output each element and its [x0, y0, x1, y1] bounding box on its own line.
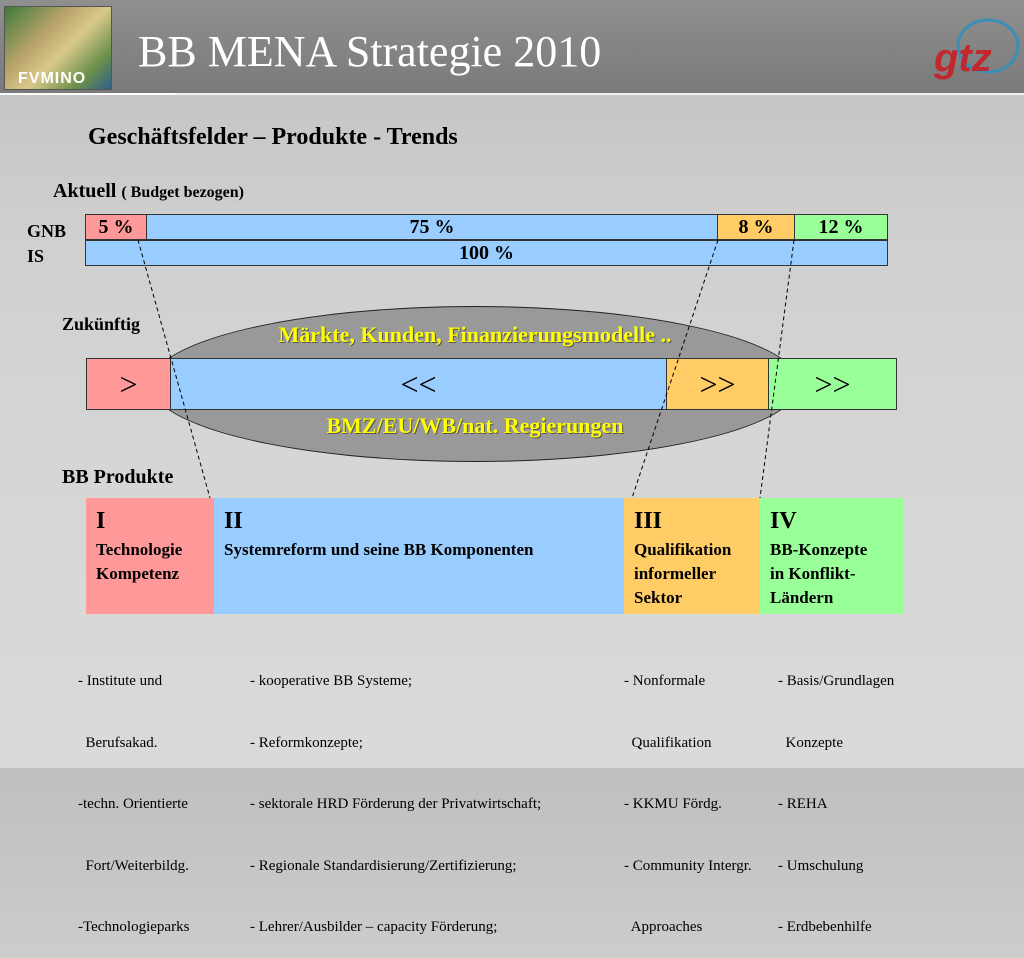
- product-line: Systemreform und seine BB Komponenten: [224, 540, 534, 559]
- gtz-logo-text: gtz: [934, 36, 992, 80]
- list-item: Approaches: [624, 919, 703, 935]
- list-item: -Technologieparks: [78, 919, 190, 935]
- detail-list-3: [624, 630, 752, 958]
- product-box-4: [760, 498, 904, 614]
- list-item: - Umschulung: [778, 857, 864, 874]
- ellipse-bottom-text: BMZ/EU/WB/nat. Regierungen: [326, 413, 624, 438]
- list-item: Qualifikation: [624, 734, 712, 751]
- trend-cell-3: >>: [666, 358, 769, 410]
- list-item: Fort/Weiterbildg.: [78, 857, 189, 874]
- product-line: Technologie: [96, 540, 183, 559]
- row-label-gnb: GNB: [27, 221, 67, 241]
- detail-list-4: [778, 630, 894, 958]
- page-title: BB MENA Strategie 2010: [138, 27, 602, 76]
- aktuell-label: Aktuell: [53, 180, 117, 202]
- list-item: - Institute und: [78, 673, 163, 689]
- product-line: BB-Konzepte: [770, 540, 868, 559]
- list-item: - kooperative BB Systeme;: [250, 673, 413, 689]
- list-item: - Reformkonzepte;: [250, 734, 363, 751]
- product-box-1: [86, 498, 214, 614]
- detail-list-1: [78, 630, 189, 958]
- list-item: - Community Intergr.: [624, 857, 752, 874]
- product-line: Ländern: [770, 588, 834, 607]
- product-number: IV: [770, 508, 797, 534]
- list-item: - REHA: [778, 796, 828, 812]
- product-line: Kompetenz: [96, 564, 180, 583]
- list-item: - Basis/Grundlagen: [778, 673, 895, 689]
- gnb-segment-2: 75 %: [146, 214, 718, 240]
- aktuell-note: ( Budget bezogen): [121, 184, 244, 201]
- zukunftig-label: Zukünftig: [62, 314, 141, 334]
- row-label-is: IS: [27, 246, 45, 266]
- product-box-2: [214, 498, 624, 614]
- product-number: II: [224, 508, 243, 534]
- list-item: - Lehrer/Ausbilder – capacity Förderung;: [250, 919, 498, 935]
- list-item: Konzepte: [778, 734, 843, 751]
- trend-cell-1: >: [86, 358, 171, 410]
- list-item: - Regionale Standardisierung/Zertifizierung;: [250, 857, 517, 874]
- bb-produkte-label: BB Produkte: [62, 466, 174, 488]
- product-number: III: [634, 508, 663, 534]
- list-item: Berufsakad.: [78, 734, 158, 751]
- gnb-segment-1: 5 %: [85, 214, 147, 240]
- trend-cell-4: >>: [768, 358, 897, 410]
- is-total-bar: 100 %: [85, 240, 888, 266]
- connector-line-3: [760, 240, 794, 498]
- list-item: - Erdbebenhilfe: [778, 919, 872, 935]
- connector-line-2: [632, 240, 718, 498]
- connector-line-1: [138, 240, 210, 498]
- product-line: Qualifikation: [634, 540, 732, 559]
- gnb-segment-4: 12 %: [794, 214, 888, 240]
- trend-cell-2: <<: [170, 358, 667, 410]
- product-line: Sektor: [634, 588, 683, 607]
- list-item: - KKMU Fördg.: [624, 796, 722, 812]
- list-item: -techn. Orientierte: [78, 796, 188, 812]
- ellipse-top-text: Märkte, Kunden, Finanzierungsmodelle ..: [278, 322, 672, 347]
- product-line: informeller: [634, 564, 717, 583]
- gnb-segment-3: 8 %: [717, 214, 795, 240]
- list-item: - Nonformale: [624, 673, 706, 689]
- list-item: - sektorale HRD Förderung der Privatwirtschaft;: [250, 796, 542, 812]
- product-box-3: [624, 498, 760, 614]
- product-number: I: [96, 508, 106, 534]
- product-line: in Konflikt-: [770, 564, 856, 583]
- detail-list-2: [250, 630, 541, 958]
- fvmino-logo-text: FVMINO: [18, 70, 87, 87]
- section-subtitle: Geschäftsfelder – Produkte - Trends: [88, 124, 458, 150]
